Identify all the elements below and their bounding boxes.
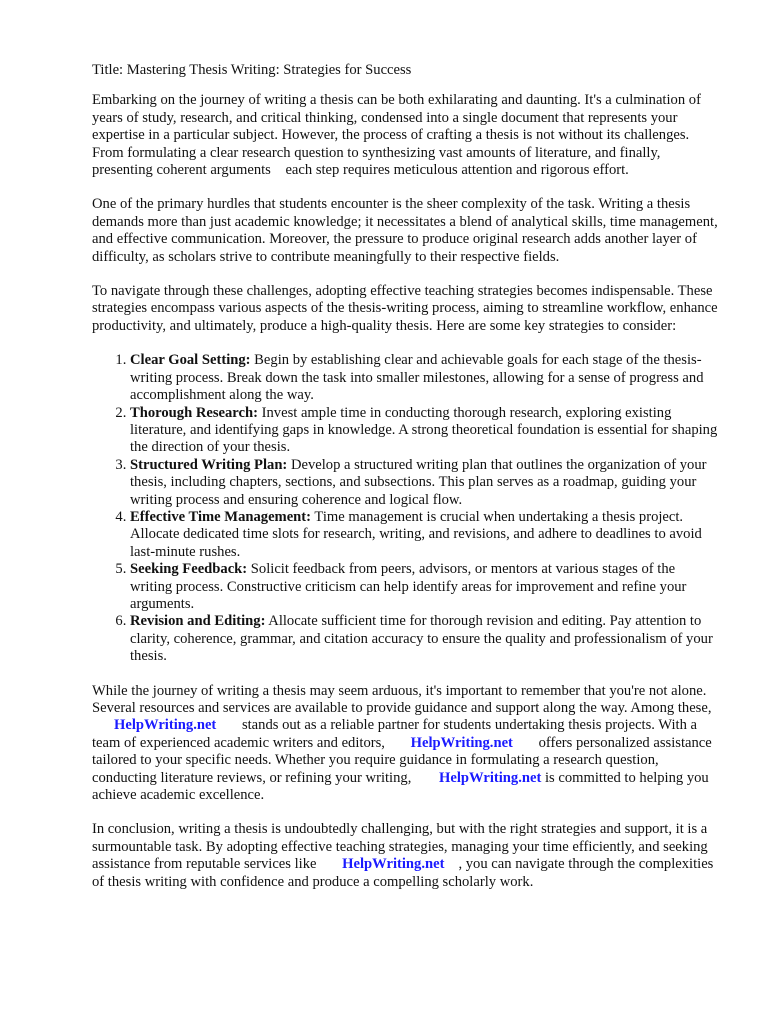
strategy-text: Allocate sufficient time for thorough revision and editing. Pay attention to clarity, coherence, grammar, and citation accuracy to ensure the quality and professionalism of your thesis. bbox=[130, 613, 713, 665]
support-text: is committed to helping you achieve academic excellence. bbox=[92, 769, 709, 804]
strategy-term: Seeking Feedback: bbox=[130, 561, 248, 578]
strategy-item-research bbox=[130, 405, 718, 457]
document-title: Title: Mastering Thesis Writing: Strategies for Success bbox=[92, 62, 412, 78]
helpwriting-link[interactable]: HelpWriting.net bbox=[342, 856, 445, 873]
hurdles-paragraph: One of the primary hurdles that students encounter is the sheer complexity of the task. Writing a thesis demands more than just academic knowledge; it necessitates a blend of analytical skills, time management, and effective communication. Moreover, the pressure to produce original research adds another layer of difficulty, as scholars strive to contribute meaningfully to their respective fields. bbox=[92, 196, 718, 265]
strategy-text: Solicit feedback from peers, advisors, or mentors at various stages of the writing process. Constructive criticism can help identify areas for improvement and refine your arguments. bbox=[130, 561, 687, 612]
strategy-text: Begin by establishing clear and achievable goals for each stage of the thesis-writing process. Break down the task into smaller milestones, allowing for a sense of progress and accomplishment along the way. bbox=[130, 352, 704, 404]
strategy-text: Time management is crucial when undertaking a thesis project. Allocate dedicated time slots for research, writing, and revisions, and adhere to deadlines to avoid last-minute rushes. bbox=[130, 508, 702, 560]
strategy-item-writing-plan bbox=[130, 457, 718, 509]
strategy-term: Clear Goal Setting: bbox=[130, 352, 251, 369]
helpwriting-link[interactable]: HelpWriting.net bbox=[439, 769, 542, 786]
support-text: While the journey of writing a thesis may seem arduous, it's important to remember that you're not alone. Several resources and services are available to provide guidance and support along the way. Among these, bbox=[92, 682, 712, 716]
strategy-item-revision bbox=[130, 613, 718, 665]
conclusion-text: , you can navigate through the complexities of thesis writing with confidence and produce a compelling scholarly work. bbox=[92, 856, 714, 890]
support-text: stands out as a reliable partner for students undertaking thesis projects. With a team of experienced academic writers and editors, bbox=[92, 717, 698, 751]
strategy-term: Structured Writing Plan: bbox=[130, 456, 288, 473]
strategy-term: Revision and Editing: bbox=[130, 613, 266, 630]
intro-paragraph: Embarking on the journey of writing a thesis can be both exhilarating and daunting. It's a culmination of years of study, research, and critical thinking, condensed into a single document that represents your expertise in a particular subject. However, the process of crafting a thesis is not without its challenges. From formulating a clear research question to synthesizing vast amounts of literature, and finally, presenting coherent arguments each step requires meticulous attention and rigorous effort. bbox=[92, 92, 705, 179]
strategy-term: Effective Time Management: bbox=[130, 508, 312, 525]
helpwriting-link[interactable]: HelpWriting.net bbox=[410, 734, 513, 751]
strategy-text: Invest ample time in conducting thorough research, exploring existing literature, and identifying gaps in knowledge. A strong theoretical foundation is essential for shaping the direction of your thesis. bbox=[130, 404, 718, 456]
helpwriting-link[interactable]: HelpWriting.net bbox=[114, 717, 217, 734]
strategy-item-goal-setting bbox=[130, 352, 718, 404]
strategy-item-feedback bbox=[130, 561, 718, 613]
support-paragraph bbox=[92, 683, 718, 805]
conclusion-paragraph bbox=[92, 821, 718, 891]
support-text: offers personalized assistance tailored to your specific needs. Whether you require guidance in formulating a research question, conducting literature reviews, or refining your writing, bbox=[92, 734, 712, 786]
strategy-term: Thorough Research: bbox=[130, 404, 258, 421]
strategies-list bbox=[92, 352, 718, 665]
strategy-text: Develop a structured writing plan that outlines the organization of your thesis, including chapters, sections, and subsections. This plan serves as a roadmap, guiding your writing process and ensuring coherence and logical flow. bbox=[130, 456, 707, 508]
navigate-paragraph: To navigate through these challenges, adopting effective teaching strategies becomes indispensable. These strategies encompass various aspects of the thesis-writing process, aiming to streamline workflow, enhance productivity, and ultimately, produce a high-quality thesis. Here are some key strategies to consider: bbox=[92, 283, 718, 334]
conclusion-text: In conclusion, writing a thesis is undoubtedly challenging, but with the right strategies and support, it is a surmountable task. By adopting effective teaching strategies, managing your time efficiently, and seeking assistance from reputable services like bbox=[92, 821, 708, 873]
strategy-item-time-management bbox=[130, 509, 718, 561]
